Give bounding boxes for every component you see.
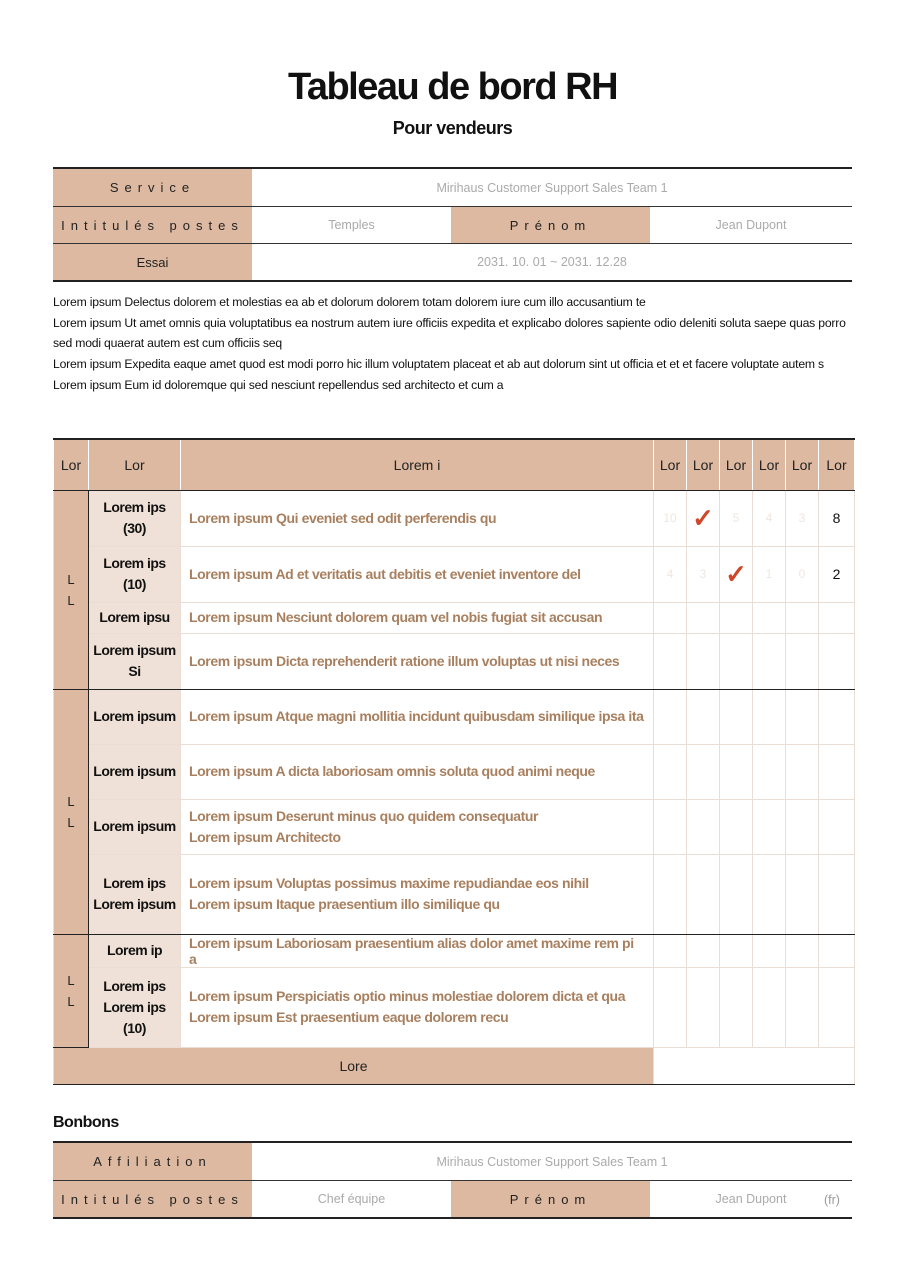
criterion-label: Lorem ipsum — [89, 799, 181, 854]
score-cell: 4 — [753, 490, 786, 546]
criterion-label: Lorem ips (30) — [89, 490, 181, 546]
criterion-description: Lorem ipsum Perspiciatis optio minus molestiae dolorem dicta et qua Lorem ipsum Est praesentium eaque dolorem recu — [181, 967, 654, 1047]
prenom-value: Jean Dupont — [715, 1192, 787, 1206]
header-cell: Lor — [753, 439, 786, 490]
paragraph: Lorem ipsum Eum id doloremque qui sed nesciunt repellendus sed architecto et cum a — [53, 377, 504, 392]
service-label: Service — [53, 169, 252, 206]
table-row — [54, 744, 855, 799]
prenom-label: Prénom — [451, 1181, 650, 1217]
header-cell: Lor — [819, 439, 855, 490]
header-cell: Lor — [654, 439, 687, 490]
postes-value: Chef équipe — [317, 1192, 386, 1206]
info-table-team — [53, 1141, 852, 1219]
score-cell: 0 — [786, 546, 819, 602]
prenom-value: Jean Dupont — [715, 218, 787, 232]
criterion-label: Lorem ipsum Si — [89, 633, 181, 689]
affiliation-value: Mirihaus Customer Support Sales Team 1 — [436, 1154, 668, 1169]
info-row-essai — [53, 243, 852, 280]
footer-label: Lore — [54, 1047, 654, 1084]
table-footer-row — [54, 1047, 855, 1084]
table-row — [54, 490, 855, 546]
paragraph: Lorem ipsum Delectus dolorem et molestias ea ab et dolorum dolorem totam dolorem iure cum illo accusantium te — [53, 295, 646, 309]
criterion-description: Lorem ipsum Qui eveniet sed odit perferendis qu — [181, 490, 654, 546]
score-cell-checked — [687, 490, 720, 546]
criterion-label: Lorem ip — [89, 934, 181, 967]
group-label: L L — [54, 689, 89, 934]
table-row — [54, 689, 855, 744]
info-row-affiliation — [53, 1143, 852, 1180]
page-title: Tableau de bord RH — [287, 66, 618, 108]
criterion-description: Lorem ipsum Deserunt minus quo quidem consequatur Lorem ipsum Architecto — [181, 799, 654, 854]
footer-value — [654, 1047, 855, 1084]
evaluation-table — [53, 438, 855, 1085]
table-row — [54, 934, 855, 967]
info-row-service — [53, 169, 852, 206]
criterion-description: Lorem ipsum Atque magni mollitia incidunt quibusdam similique ipsa ita — [181, 689, 654, 744]
header-cell: Lor — [720, 439, 753, 490]
total-cell: 2 — [819, 546, 855, 602]
table-row — [54, 854, 855, 934]
criterion-label: Lorem ipsum — [89, 744, 181, 799]
group-label: L L — [54, 934, 89, 1047]
affiliation-label: Affiliation — [53, 1143, 252, 1180]
table-row — [54, 633, 855, 689]
criterion-description: Lorem ipsum Ad et veritatis aut debitis et eveniet inventore del — [181, 546, 654, 602]
total-cell: 8 — [819, 490, 855, 546]
group-label: L L — [54, 490, 89, 689]
page-subtitle: Pour vendeurs — [392, 118, 513, 138]
prenom-label: Prénom — [451, 207, 650, 243]
info-row-postes — [53, 206, 852, 243]
criterion-description: Lorem ipsum Laboriosam praesentium alias dolor amet maxime rem pi a — [181, 934, 654, 967]
essai-label: Essai — [53, 244, 252, 280]
checkmark-icon: ✓ — [725, 559, 747, 589]
paragraph: Lorem ipsum Ut amet omnis quia voluptatibus ea nostrum autem iure officiis expedita et explicabo dolores sapiente odio deleniti soluta saepe quas porro sed modi quaerat autem est cum officiis seq — [53, 315, 846, 351]
info-row-postes — [53, 1180, 852, 1217]
header-cell: Lorem i — [181, 439, 654, 490]
postes-label: Intitulés postes — [53, 207, 252, 243]
language-tag: (fr) — [824, 1193, 840, 1207]
header-cell: Lor — [786, 439, 819, 490]
criterion-description: Lorem ipsum Dicta reprehenderit ratione illum voluptas ut nisi neces — [181, 633, 654, 689]
score-cell: 4 — [654, 546, 687, 602]
header-cell: Lor — [54, 439, 89, 490]
service-value: Mirihaus Customer Support Sales Team 1 — [436, 180, 668, 195]
header-cell: Lor — [687, 439, 720, 490]
criterion-description: Lorem ipsum Nesciunt dolorem quam vel nobis fugiat sit accusan — [181, 602, 654, 633]
table-header-row — [54, 439, 855, 490]
criterion-label: Lorem ipsum — [89, 689, 181, 744]
criterion-description: Lorem ipsum A dicta laboriosam omnis soluta quod animi neque — [181, 744, 654, 799]
score-cell-checked — [720, 546, 753, 602]
table-row — [54, 602, 855, 633]
section-title: Bonbons — [53, 1114, 119, 1131]
score-cell: 5 — [720, 490, 753, 546]
table-row — [54, 546, 855, 602]
table-row — [54, 967, 855, 1047]
info-table-employee — [53, 167, 852, 282]
description-text — [53, 292, 853, 396]
score-cell: 1 — [753, 546, 786, 602]
criterion-label: Lorem ips Lorem ips (10) — [89, 967, 181, 1047]
postes-label: Intitulés postes — [53, 1181, 252, 1217]
postes-value: Temples — [328, 218, 375, 232]
score-cell: 10 — [654, 490, 687, 546]
score-cell: 3 — [687, 546, 720, 602]
essai-value: 2031. 10. 01 ~ 2031. 12.28 — [477, 255, 627, 269]
criterion-label: Lorem ipsu — [89, 602, 181, 633]
table-row — [54, 799, 855, 854]
header-cell: Lor — [89, 439, 181, 490]
criterion-label: Lorem ips Lorem ipsum — [89, 854, 181, 934]
score-cell: 3 — [786, 490, 819, 546]
paragraph: Lorem ipsum Expedita eaque amet quod est modi porro hic illum voluptatem placeat et ab aut dolorum sint ut officia et et et facere voluptate autem s — [53, 357, 824, 372]
criterion-label: Lorem ips (10) — [89, 546, 181, 602]
checkmark-icon: ✓ — [692, 503, 714, 533]
criterion-description: Lorem ipsum Voluptas possimus maxime repudiandae eos nihil Lorem ipsum Itaque praesentium illo similique qu — [181, 854, 654, 934]
